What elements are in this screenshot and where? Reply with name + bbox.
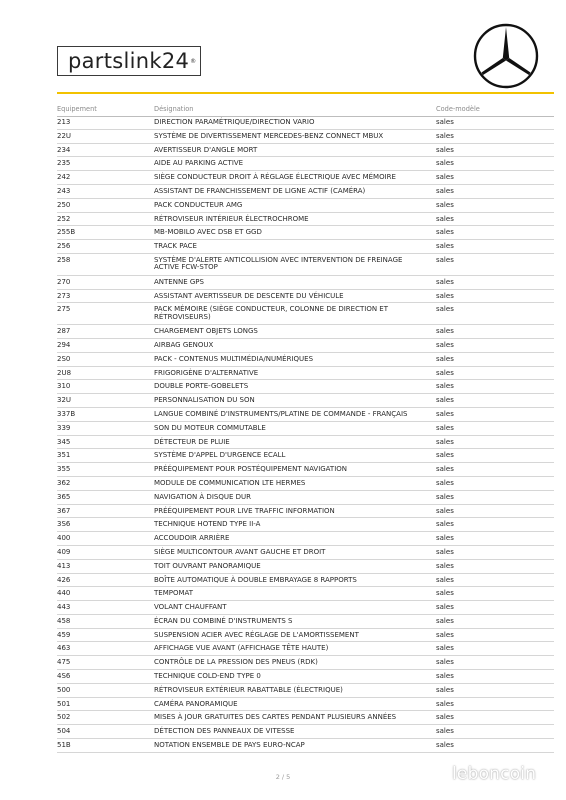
equipment-designation: SON DU MOTEUR COMMUTABLE bbox=[154, 423, 266, 432]
logo-text: partslink24 bbox=[68, 48, 190, 73]
table-row bbox=[57, 408, 554, 422]
header-accent-rule bbox=[57, 92, 554, 94]
equipment-designation: MISES À JOUR GRATUITES DES CARTES PENDANT PLUSIEURS ANNÉES bbox=[154, 713, 397, 722]
equipment-designation: SIÈGE MULTICONTOUR AVANT GAUCHE ET DROIT bbox=[154, 547, 326, 556]
equipment-code: 294 bbox=[57, 340, 71, 349]
table-row bbox=[57, 656, 554, 670]
equipment-code: 339 bbox=[57, 423, 71, 432]
equipment-designation: LANGUE COMBINÉ D'INSTRUMENTS/PLATINE DE COMMANDE - FRANÇAIS bbox=[154, 409, 408, 418]
equipment-designation: BOÎTE AUTOMATIQUE À DOUBLE EMBRAYAGE 8 RAPPORTS bbox=[154, 575, 357, 584]
model-code: sales bbox=[436, 685, 454, 694]
column-header-code-modele: Code-modèle bbox=[436, 105, 480, 113]
table-row bbox=[57, 157, 554, 171]
equipment-code: 310 bbox=[57, 382, 71, 391]
equipment-code: 475 bbox=[57, 658, 71, 667]
equipment-code: 273 bbox=[57, 291, 71, 300]
equipment-code: 4S6 bbox=[57, 672, 71, 681]
model-code: sales bbox=[436, 437, 454, 446]
model-code: sales bbox=[436, 118, 454, 126]
leboncoin-watermark: leboncoin bbox=[452, 764, 537, 784]
equipment-code: 345 bbox=[57, 437, 71, 446]
column-header-equipement: Equipement bbox=[57, 105, 97, 113]
model-code: sales bbox=[436, 291, 454, 300]
equipment-designation: MODULE DE COMMUNICATION LTE HERMES bbox=[154, 478, 306, 487]
equipment-code: 367 bbox=[57, 506, 71, 515]
equipment-designation: PACK - CONTENUS MULTIMÉDIA/NUMÉRIQUES bbox=[154, 354, 314, 363]
table-row bbox=[57, 422, 554, 436]
table-row bbox=[57, 276, 554, 290]
table-row bbox=[57, 325, 554, 339]
equipment-code: 351 bbox=[57, 451, 71, 460]
table-row bbox=[57, 303, 554, 325]
equipment-designation: DÉTECTEUR DE PLUIE bbox=[154, 437, 230, 446]
equipment-code: 252 bbox=[57, 214, 71, 223]
equipment-code: 355 bbox=[57, 465, 71, 474]
equipment-designation: SYSTÈME D'APPEL D'URGENCE ECALL bbox=[154, 451, 286, 460]
equipment-code: 51B bbox=[57, 741, 71, 750]
model-code: sales bbox=[436, 451, 454, 460]
equipment-designation: SYSTÈME DE DIVERTISSEMENT MERCEDES-BENZ CONNECT MBUX bbox=[154, 131, 384, 140]
model-code: sales bbox=[436, 305, 454, 314]
table-row bbox=[57, 711, 554, 725]
model-code: sales bbox=[436, 409, 454, 418]
table-row bbox=[57, 436, 554, 450]
equipment-code: 235 bbox=[57, 159, 71, 168]
model-code: sales bbox=[436, 672, 454, 681]
equipment-designation: PERSONNALISATION DU SON bbox=[154, 396, 255, 405]
model-code: sales bbox=[436, 727, 454, 736]
model-code: sales bbox=[436, 327, 454, 336]
model-code: sales bbox=[436, 277, 454, 286]
equipment-code: 426 bbox=[57, 575, 71, 584]
table-row bbox=[57, 254, 554, 276]
table-row bbox=[57, 185, 554, 199]
model-code: sales bbox=[436, 423, 454, 432]
model-code: sales bbox=[436, 492, 454, 501]
equipment-code: 502 bbox=[57, 713, 71, 722]
equipment-designation: FRIGORIGÈNE D'ALTERNATIVE bbox=[154, 368, 259, 377]
equipment-designation: SIÈGE CONDUCTEUR DROIT À RÉGLAGE ÉLECTRIQUE AVEC MÉMOIRE bbox=[154, 173, 396, 182]
equipment-code: 504 bbox=[57, 727, 71, 736]
table-row bbox=[57, 615, 554, 629]
equipment-designation: CONTRÔLE DE LA PRESSION DES PNEUS (RDK) bbox=[154, 658, 318, 667]
equipment-code: 213 bbox=[57, 118, 71, 126]
equipment-designation: AIRBAG GENOUX bbox=[154, 340, 214, 349]
equipment-code: 463 bbox=[57, 644, 71, 653]
model-code: sales bbox=[436, 354, 454, 363]
equipment-designation: SYSTÈME D'ALERTE ANTICOLLISION AVEC INTERVENTION DE FREINAGE ACTIVE FCW-STOP bbox=[154, 255, 403, 272]
table-row bbox=[57, 213, 554, 227]
equipment-designation: PRÉÉQUIPEMENT POUR POSTÉQUIPEMENT NAVIGATION bbox=[154, 465, 348, 474]
equipment-designation: DIRECTION PARAMÉTRIQUE/DIRECTION VARIO bbox=[154, 118, 315, 126]
model-code: sales bbox=[436, 214, 454, 223]
model-code: sales bbox=[436, 131, 454, 140]
model-code: sales bbox=[436, 340, 454, 349]
equipment-designation: ASSISTANT AVERTISSEUR DE DESCENTE DU VÉHICULE bbox=[154, 291, 344, 300]
equipment-code: 337B bbox=[57, 409, 76, 418]
model-code: sales bbox=[436, 630, 454, 639]
model-code: sales bbox=[436, 145, 454, 154]
equipment-code: 2U8 bbox=[57, 368, 72, 377]
table-row bbox=[57, 240, 554, 254]
table-row bbox=[57, 130, 554, 144]
table-row bbox=[57, 226, 554, 240]
table-row bbox=[57, 477, 554, 491]
equipment-designation: NAVIGATION À DISQUE DUR bbox=[154, 492, 251, 501]
table-row bbox=[57, 144, 554, 158]
model-code: sales bbox=[436, 589, 454, 598]
model-code: sales bbox=[436, 200, 454, 209]
equipment-code: 255B bbox=[57, 228, 76, 237]
equipment-designation: TECHNIQUE COLD-END TYPE 0 bbox=[154, 672, 261, 681]
model-code: sales bbox=[436, 699, 454, 708]
table-row bbox=[57, 642, 554, 656]
table-row bbox=[57, 739, 554, 753]
model-code: sales bbox=[436, 713, 454, 722]
equipment-code: 242 bbox=[57, 173, 71, 182]
table-row bbox=[57, 116, 554, 130]
logo-registered-mark: ® bbox=[190, 57, 197, 65]
equipment-designation: DOUBLE PORTE-GOBELETS bbox=[154, 382, 249, 391]
table-row bbox=[57, 601, 554, 615]
model-code: sales bbox=[436, 228, 454, 237]
model-code: sales bbox=[436, 575, 454, 584]
equipment-designation: ÉCRAN DU COMBINÉ D'INSTRUMENTS S bbox=[154, 616, 293, 625]
equipment-code: 459 bbox=[57, 630, 71, 639]
equipment-code: 458 bbox=[57, 616, 71, 625]
equipment-code: 500 bbox=[57, 685, 71, 694]
equipment-designation: ASSISTANT DE FRANCHISSEMENT DE LIGNE ACTIF (CAMÉRA) bbox=[154, 186, 366, 195]
equipment-code: 3S6 bbox=[57, 520, 71, 529]
model-code: sales bbox=[436, 255, 454, 264]
table-row bbox=[57, 684, 554, 698]
model-code: sales bbox=[436, 547, 454, 556]
equipment-code: 501 bbox=[57, 699, 71, 708]
equipment-code: 409 bbox=[57, 547, 71, 556]
table-row bbox=[57, 518, 554, 532]
table-row bbox=[57, 353, 554, 367]
table-row bbox=[57, 449, 554, 463]
equipment-designation: PACK MÉMOIRE (SIÈGE CONDUCTEUR, COLONNE DE DIRECTION ET RÉTROVISEURS) bbox=[154, 305, 388, 321]
equipment-code: 258 bbox=[57, 255, 71, 264]
table-row bbox=[57, 339, 554, 353]
equipment-designation: MB-MOBILO AVEC DSB ET GGD bbox=[154, 228, 262, 237]
equipment-code: 2S0 bbox=[57, 354, 71, 363]
model-code: sales bbox=[436, 520, 454, 529]
table-row bbox=[57, 629, 554, 643]
equipment-code: 440 bbox=[57, 589, 71, 598]
model-code: sales bbox=[436, 561, 454, 570]
equipment-designation: NOTATION ENSEMBLE DE PAYS EURO-NCAP bbox=[154, 741, 305, 750]
equipment-code: 250 bbox=[57, 200, 71, 209]
model-code: sales bbox=[436, 242, 454, 251]
table-row bbox=[57, 367, 554, 381]
model-code: sales bbox=[436, 534, 454, 543]
equipment-designation: TRACK PACE bbox=[154, 242, 197, 251]
equipment-designation: PACK CONDUCTEUR AMG bbox=[154, 200, 243, 209]
table-row bbox=[57, 290, 554, 304]
equipment-designation: SUSPENSION ACIER AVEC RÉGLAGE DE L'AMORTISSEMENT bbox=[154, 630, 359, 639]
model-code: sales bbox=[436, 465, 454, 474]
table-row bbox=[57, 463, 554, 477]
table-row bbox=[57, 698, 554, 712]
model-code: sales bbox=[436, 186, 454, 195]
equipment-designation: AVERTISSEUR D'ANGLE MORT bbox=[154, 145, 258, 154]
table-row bbox=[57, 546, 554, 560]
equipment-code: 243 bbox=[57, 186, 71, 195]
table-row bbox=[57, 587, 554, 601]
table-row bbox=[57, 380, 554, 394]
equipment-designation: TEMPOMAT bbox=[154, 589, 194, 598]
column-header-designation: Désignation bbox=[154, 105, 194, 113]
model-code: sales bbox=[436, 159, 454, 168]
table-row bbox=[57, 670, 554, 684]
equipment-code: 22U bbox=[57, 131, 72, 140]
equipment-table bbox=[57, 116, 554, 753]
equipment-designation: CAMÉRA PANORAMIQUE bbox=[154, 699, 238, 708]
equipment-designation: TECHNIQUE HOTEND TYPE II-A bbox=[154, 520, 261, 529]
equipment-code: 362 bbox=[57, 478, 71, 487]
table-row bbox=[57, 394, 554, 408]
equipment-code: 413 bbox=[57, 561, 71, 570]
model-code: sales bbox=[436, 396, 454, 405]
model-code: sales bbox=[436, 382, 454, 391]
equipment-designation: VOLANT CHAUFFANT bbox=[154, 603, 227, 612]
partslink24-logo bbox=[57, 46, 201, 76]
equipment-designation: RÉTROVISEUR EXTÉRIEUR RABATTABLE (ÉLECTRIQUE) bbox=[154, 685, 343, 694]
equipment-designation: CHARGEMENT OBJETS LONGS bbox=[154, 327, 258, 336]
equipment-designation: TOIT OUVRANT PANORAMIQUE bbox=[154, 561, 261, 570]
model-code: sales bbox=[436, 644, 454, 653]
model-code: sales bbox=[436, 741, 454, 750]
equipment-designation: ANTENNE GPS bbox=[154, 277, 204, 286]
equipment-designation: AIDE AU PARKING ACTIVE bbox=[154, 159, 244, 168]
table-row bbox=[57, 199, 554, 213]
equipment-code: 234 bbox=[57, 145, 71, 154]
equipment-code: 275 bbox=[57, 305, 71, 314]
equipment-code: 256 bbox=[57, 242, 71, 251]
page-number: 2 / 5 bbox=[275, 773, 291, 781]
table-row bbox=[57, 491, 554, 505]
model-code: sales bbox=[436, 603, 454, 612]
model-code: sales bbox=[436, 173, 454, 182]
equipment-code: 365 bbox=[57, 492, 71, 501]
equipment-code: 287 bbox=[57, 327, 71, 336]
equipment-designation: ACCOUDOIR ARRIÈRE bbox=[154, 534, 230, 543]
table-row bbox=[57, 505, 554, 519]
equipment-designation: AFFICHAGE VUE AVANT (AFFICHAGE TÊTE HAUTE) bbox=[154, 644, 329, 653]
equipment-designation: DÉTECTION DES PANNEAUX DE VITESSE bbox=[154, 727, 295, 736]
model-code: sales bbox=[436, 506, 454, 515]
model-code: sales bbox=[436, 616, 454, 625]
equipment-code: 270 bbox=[57, 277, 71, 286]
model-code: sales bbox=[436, 478, 454, 487]
model-code: sales bbox=[436, 658, 454, 667]
equipment-code: 443 bbox=[57, 603, 71, 612]
equipment-code: 400 bbox=[57, 534, 71, 543]
model-code: sales bbox=[436, 368, 454, 377]
mercedes-star-icon bbox=[472, 22, 540, 90]
equipment-code: 32U bbox=[57, 396, 72, 405]
equipment-designation: RÉTROVISEUR INTÉRIEUR ÉLECTROCHROME bbox=[154, 214, 309, 223]
table-row bbox=[57, 171, 554, 185]
table-row bbox=[57, 725, 554, 739]
table-row bbox=[57, 532, 554, 546]
table-row bbox=[57, 574, 554, 588]
equipment-designation: PRÉÉQUIPEMENT POUR LIVE TRAFFIC INFORMATION bbox=[154, 506, 335, 515]
table-row bbox=[57, 560, 554, 574]
